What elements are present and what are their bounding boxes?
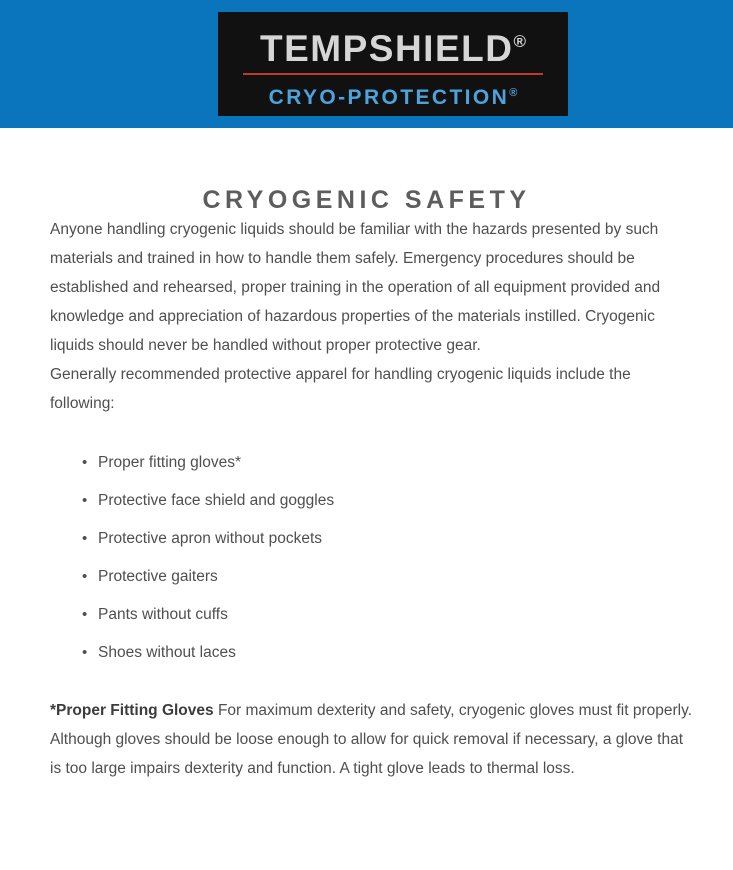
page-header-band: [0, 0, 733, 128]
footnote-lead-in: *Proper Fitting Gloves: [50, 702, 214, 719]
protective-apparel-list: [50, 444, 693, 672]
logo-tagline-text: CRYO-PROTECTION: [268, 86, 510, 109]
document-body: [0, 186, 733, 783]
apparel-intro-paragraph: Generally recommended protective apparel for handling cryogenic liquids include the following:: [50, 366, 631, 412]
logo-tagline: [218, 81, 568, 110]
list-item: • Protective apron without pockets: [82, 520, 693, 558]
list-item: • Shoes without laces: [82, 634, 693, 672]
list-item: • Pants without cuffs: [82, 596, 693, 634]
footnote-text: For maximum dexterity and safety, cryogenic gloves must fit properly. Although gloves should be loose enough to allow for quick removal if necessary, a glove that is too large impairs dexterity and function. A tight glove leads to thermal loss.: [50, 702, 693, 777]
gloves-footnote: [50, 696, 693, 783]
logo-brand-text: TEMPSHIELD: [260, 28, 514, 69]
list-item: • Proper fitting gloves*: [82, 444, 693, 482]
tempshield-logo: [218, 12, 568, 116]
list-item: • Protective face shield and goggles: [82, 482, 693, 520]
page-title: CRYOGENIC SAFETY: [202, 186, 531, 214]
logo-tagline-registered-mark: ®: [509, 87, 518, 99]
list-item: • Protective gaiters: [82, 558, 693, 596]
intro-paragraph: Anyone handling cryogenic liquids should be familiar with the hazards presented by such materials and trained in how to handle them safely. Emergency procedures should be established and rehearsed, proper training in the operation of all equipment provided and knowledge and appreciation of hazardous properties of the materials instilled. Cryogenic liquids should never be handled without proper protective gear.: [50, 221, 661, 354]
logo-divider-rule: [243, 73, 543, 75]
logo-brand-registered-mark: ®: [513, 32, 526, 51]
logo-brand-name: [218, 20, 568, 71]
